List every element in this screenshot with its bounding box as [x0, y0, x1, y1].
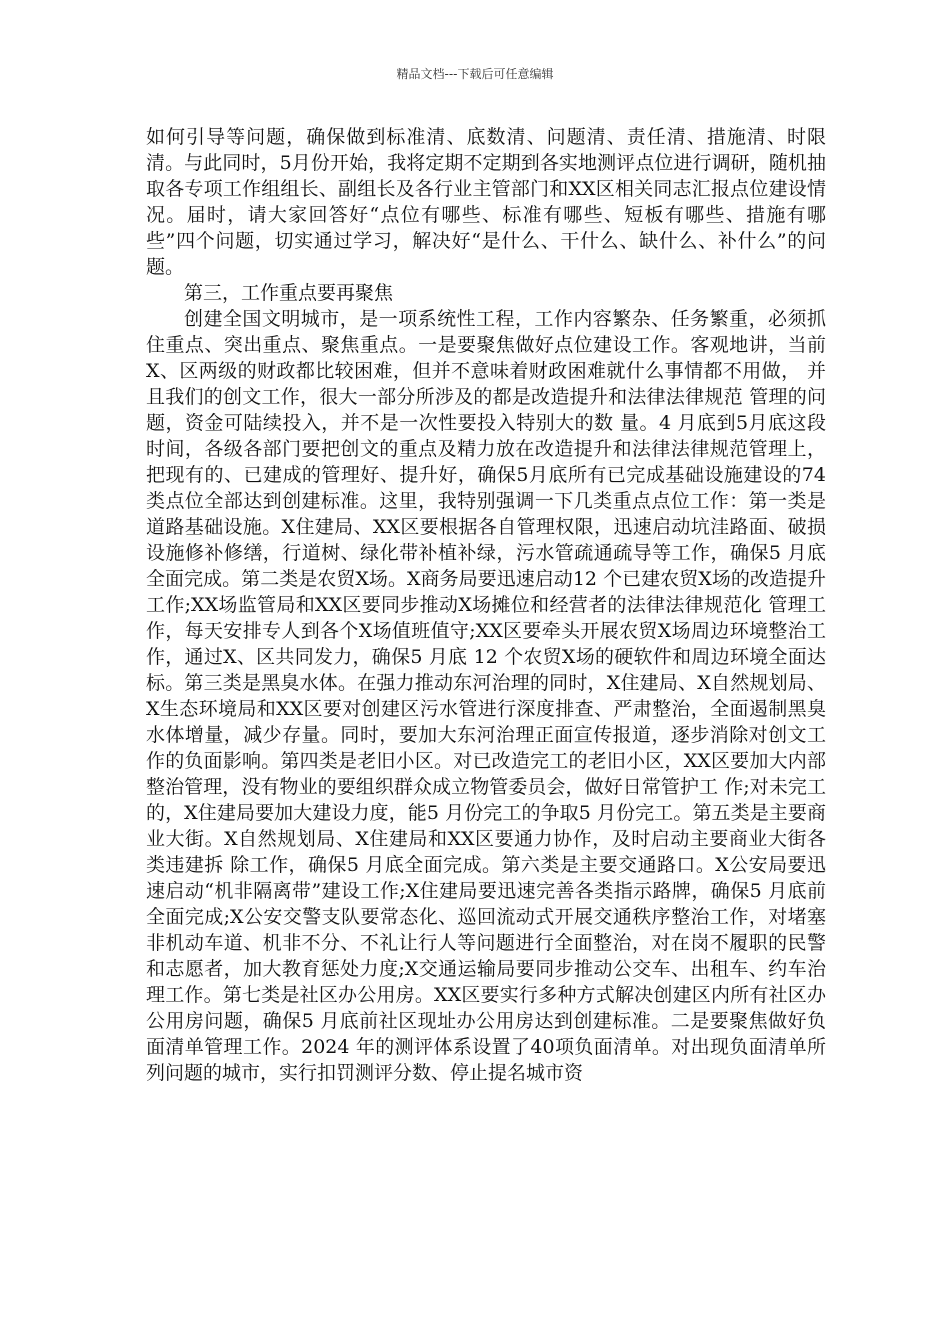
page-header: 精品文档---下载后可任意编辑	[396, 67, 554, 81]
section-heading: 第三，工作重点要再聚焦	[184, 282, 394, 304]
document-body	[146, 124, 826, 1086]
paragraph: 创建全国文明城市，是一项系统性工程，工作内容繁杂、任务繁重，必须抓住重点、突出重点、聚焦重点。一是要聚焦做好点位建设工作。客观地讲，当前X、区两级的财政都比较困难，但并不意味着财政困难就什么事情都不用做， 并且我们的创文工作，很大一部分所涉及的都是改造提升和法律法律规范 管理的问题，资金可陆续投入，并不是一次性要投入特别大的数 量。4 月底到5月底这段时间，各级各部门要把创文的重点及精力放在改造提升和法律法律规范管理上，把现有的、已建成的管理好、提升好，确保5月底所有已完成基础设施建设的74 类点位全部达到创建标准。这里，我特别强调一下几类重点点位工作：第一类是道路基础设施。X住建局、XX区要根据各自管理权限，迅速启动坑洼路面、破损设施修补修缮，行道树、绿化带补植补绿，污水管疏通疏导等工作，确保5 月底全面完成。第二类是农贸X场。X商务局要迅速启动12 个已建农贸X场的改造提升工作;XX场监管局和XX区要同步推动X场摊位和经营者的法律法律规范化 管理工作，每天安排专人到各个X场值班值守;XX区要牵头开展农贸X场周边环境整治工作，通过X、区共同发力，确保5 月底 12 个农贸X场的硬软件和周边环境全面达标。第三类是黑臭水体。在强力推动东河治理的同时，X住建局、X自然规划局、X生态环境局和XX区要对创建区污水管进行深度排查、严肃整治，全面遏制黑臭水体增量，减少存量。同时，要加大东河治理正面宣传报道，逐步消除对创文工作的负面影响。第四类是老旧小区。对已改造完工的老旧小区，XX区要加大内部整治管理，没有物业的要组织群众成立物管委员会，做好日常管护工 作;对未完工的，X住建局要加大建设力度，能5 月份完工的争取5 月份完工。第五类是主要商业大街。X自然规划局、X住建局和XX区要通力协作，及时启动主要商业大街各类违建拆 除工作，确保5 月底全面完成。第六类是主要交通路口。X公安局要迅速启动“机非隔离带”建设工作;X住建局要迅速完善各类指示路牌，确保5 月底前全面完成;X公安交警支队要常态化、巡回流动式开展交通秩序整治工作，对堵塞非机动车道、机非不分、不礼让行人等问题进行全面整治，对在岗不履职的民警和志愿者，加大教育惩处力度;X交通运输局要同步推动公交车、出租车、约车治理工作。第七类是社区办公用房。XX区要实行多种方式解决创建区内所有社区办公用房问题，确保5 月底前社区现址办公用房达到创建标准。二是要聚焦做好负面清单管理工作。2024 年的测评体系设置了40项负面清单。对出现负面清单所列问题的城市，实行扣罚测评分数、停止提名城市资	[146, 308, 826, 1084]
paragraph: 如何引导等问题，确保做到标准清、底数清、问题清、责任清、措施清、时限清。与此同时，5月份开始，我将定期不定期到各实地测评点位进行调研，随机抽取各专项工作组组长、副组长及各行业主管部门和XX区相关同志汇报点位建设情况。届时，请大家回答好“点位有哪些、标准有哪些、短板有哪些、措施有哪些”四个问题，切实通过学习，解决好“是什么、干什么、缺什么、补什么”的问题。	[146, 126, 826, 278]
